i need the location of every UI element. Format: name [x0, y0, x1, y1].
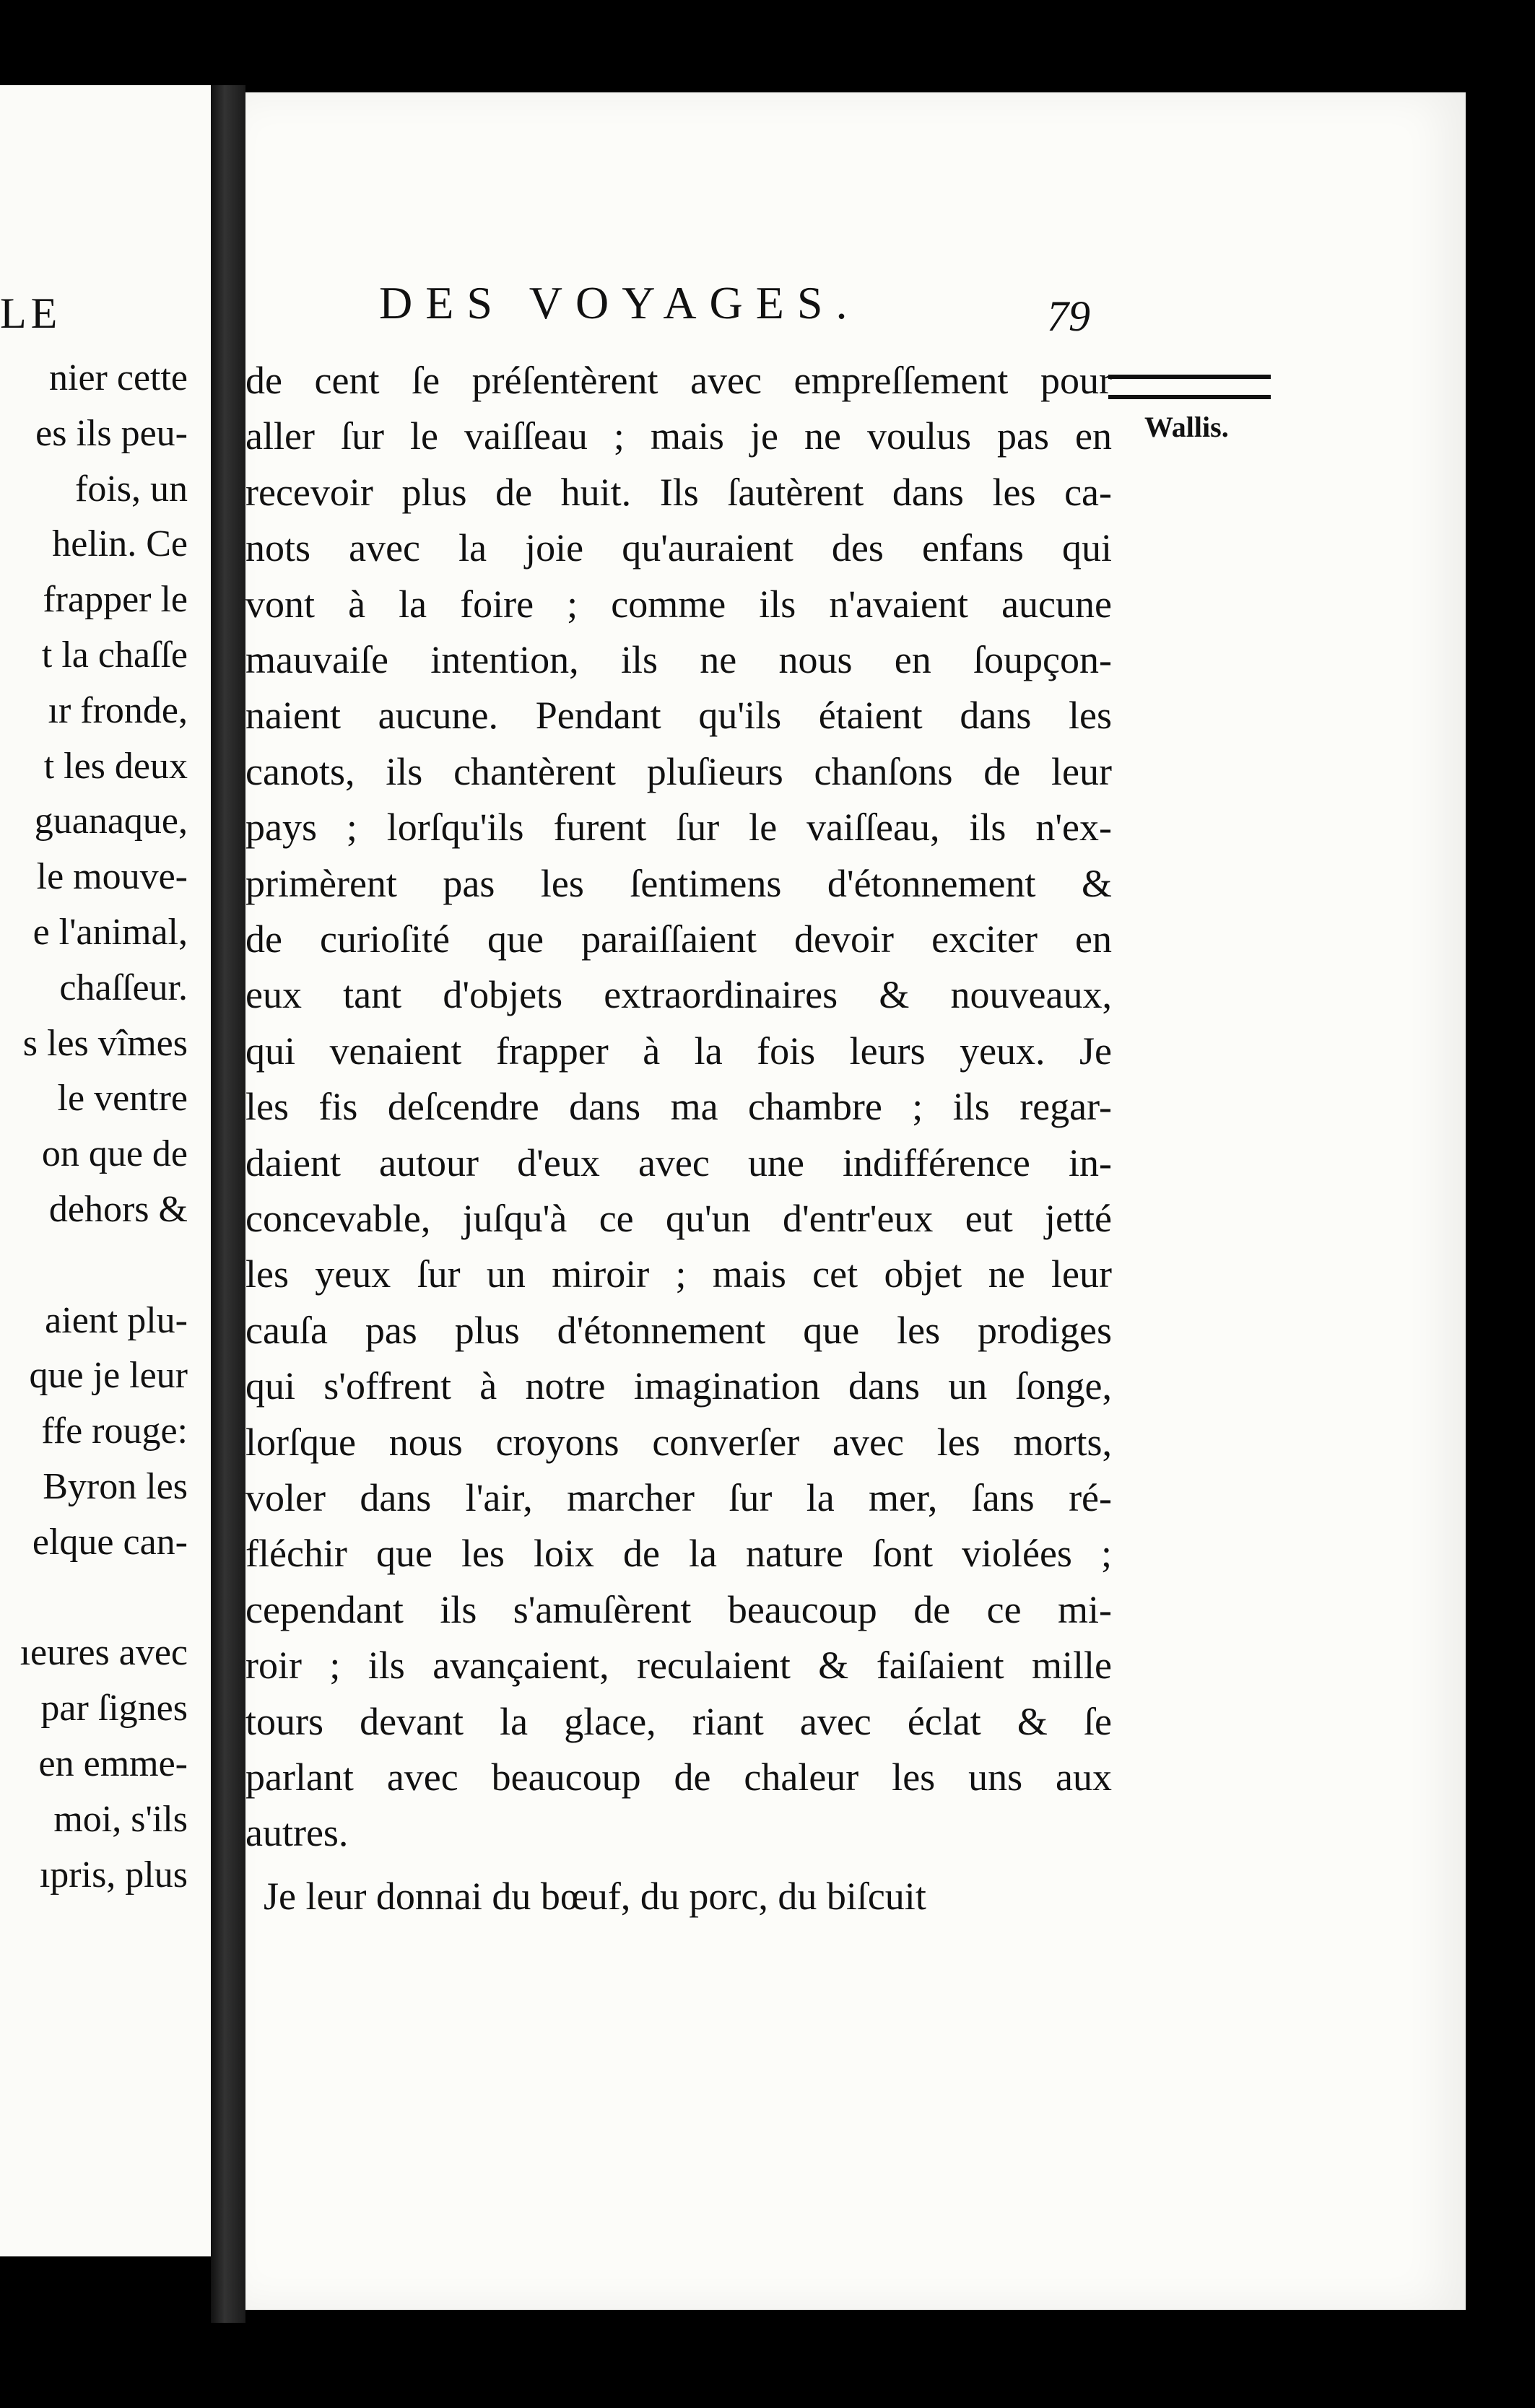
text-line: les fis deſcendre dans ma chambre ; ils regar-: [245, 1085, 1112, 1129]
text-line: recevoir plus de huit. Ils ſautèrent dans les ca-: [245, 470, 1112, 514]
left-text-line: helin. Ce: [52, 523, 188, 565]
text-line: lorſque nous croyons converſer avec les morts,: [245, 1420, 1112, 1464]
book-gutter: [211, 85, 245, 2323]
left-text-line: ır fronde,: [48, 689, 188, 731]
left-text-line: le ventre: [57, 1078, 188, 1120]
page-number: 79: [1047, 292, 1090, 340]
text-line: fléchir que les loix de la nature ſont violées ;: [245, 1532, 1112, 1576]
left-text-line: s les vîmes: [22, 1022, 188, 1064]
text-line: concevable, juſqu'à ce qu'un d'entr'eux eut jetté: [245, 1197, 1112, 1240]
text-line: aller ſur le vaiſſeau ; mais je ne voulus pas en: [245, 414, 1112, 458]
left-text-line: par ſignes: [40, 1688, 188, 1729]
text-line: tours devant la glace, riant avec éclat & ſe: [245, 1699, 1112, 1743]
left-text-line: ffe rouge:: [41, 1410, 188, 1452]
left-text-line: e l'animal,: [32, 912, 188, 953]
left-text-line: frapper le: [43, 579, 188, 621]
text-line: Je leur donnai du bœuf, du porc, du biſcuit: [264, 1874, 926, 1918]
text-line: parlant avec beaucoup de chaleur les uns aux: [245, 1755, 1112, 1799]
right-page: [245, 92, 1466, 2310]
left-text-line: ıpris, plus: [39, 1854, 188, 1896]
text-line: autres.: [245, 1811, 349, 1855]
left-text-line: moi, s'ils: [53, 1798, 188, 1840]
left-text-line: on que de: [41, 1133, 188, 1175]
running-head: DES VOYAGES.: [379, 277, 861, 328]
left-text-line: le mouve-: [36, 856, 188, 898]
left-text-line: fois, un: [75, 468, 188, 510]
left-text-line: aient plu-: [45, 1299, 188, 1341]
left-text-line: ıeures avec: [19, 1632, 188, 1674]
text-line: de cent ſe préſentèrent avec empreſſement pour: [245, 359, 1112, 402]
text-line: canots, ils chantèrent pluſieurs chanſons de leur: [245, 749, 1112, 793]
text-line: naient aucune. Pendant qu'ils étaient dans les: [245, 694, 1112, 738]
text-line: vont à la foire ; comme ils n'avaient aucune: [245, 582, 1112, 626]
left-text-line: en emme-: [38, 1743, 188, 1784]
text-line: voler dans l'air, marcher ſur la mer, ſans ré-: [245, 1476, 1112, 1519]
left-text-line: que je leur: [29, 1355, 188, 1397]
left-text-line: nier cette: [49, 357, 188, 398]
left-text-line: t les deux: [43, 745, 188, 787]
text-line: daient autour d'eux avec une indifférence in-: [245, 1140, 1112, 1185]
text-line: roir ; ils avançaient, reculaient & faiſaient mille: [245, 1644, 1112, 1688]
left-page: [0, 85, 211, 2256]
left-running-head-fragment: LE: [0, 289, 62, 337]
left-text-line: guanaque,: [34, 801, 188, 842]
left-text-line: dehors &: [48, 1189, 188, 1230]
text-line: de curioſité que paraiſſaient devoir exciter en: [245, 917, 1112, 961]
left-text-line: t la chaſſe: [41, 634, 188, 676]
text-line: primèrent pas les ſentimens d'étonnement &: [245, 861, 1112, 905]
text-line: mauvaiſe intention, ils ne nous en ſoupçon-: [245, 638, 1112, 681]
left-text-line: es ils peu-: [35, 412, 188, 454]
text-line: cauſa pas plus d'étonnement que les prodiges: [245, 1308, 1112, 1352]
text-line: pays ; lorſqu'ils furent ſur le vaiſſeau, ils n'ex-: [245, 806, 1112, 850]
left-text-line: chaſſeur.: [59, 967, 188, 1008]
text-line: qui venaient frapper à la fois leurs yeux. Je: [245, 1029, 1112, 1073]
margin-note: Wallis.: [1144, 411, 1229, 443]
left-text-line: elque can-: [32, 1521, 188, 1563]
text-line: les yeux ſur un miroir ; mais cet objet ne leur: [245, 1252, 1112, 1296]
text-line: qui s'offrent à notre imagination dans un ſonge,: [245, 1364, 1112, 1408]
text-line: cependant ils s'amuſèrent beaucoup de ce mi-: [245, 1587, 1112, 1631]
text-line: eux tant d'objets extraordinaires & nouveaux,: [245, 973, 1112, 1017]
left-text-line: Byron les: [43, 1466, 188, 1507]
body-text: [245, 92, 1466, 2310]
text-line: nots avec la joie qu'auraient des enfans qui: [245, 526, 1112, 570]
